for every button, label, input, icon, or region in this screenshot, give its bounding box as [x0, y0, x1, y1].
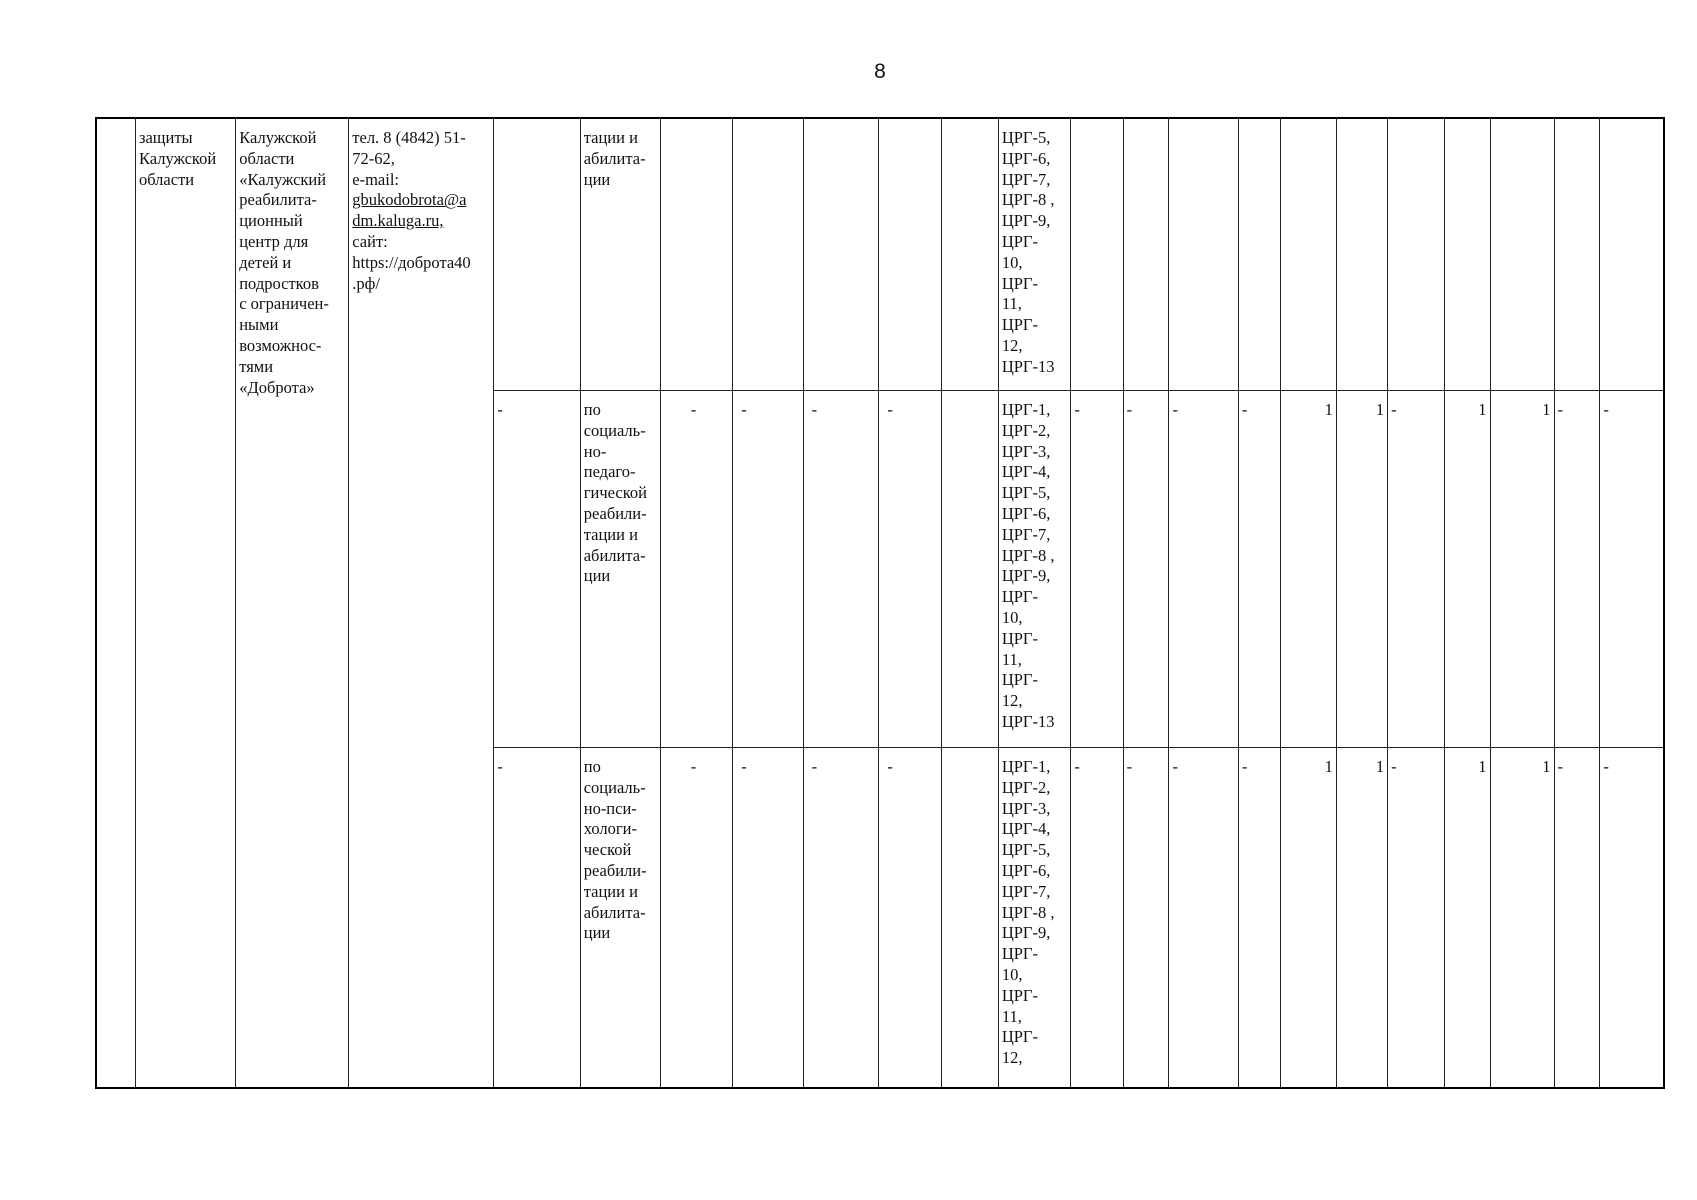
group-line: ЦРГ-6, — [1001, 503, 1051, 523]
ministry-line: Калужской — [138, 148, 217, 168]
value-cell: - — [733, 391, 803, 748]
email-label: e-mail: — [352, 169, 400, 189]
value-cell — [1388, 118, 1445, 391]
service-line: педаго- — [583, 462, 636, 482]
group-line: ЦРГ- — [1001, 985, 1038, 1005]
value-cell — [1600, 118, 1664, 391]
service-line: абилита- — [583, 545, 646, 565]
group-line: ЦРГ- — [1001, 587, 1038, 607]
organization-line: ными — [239, 315, 279, 335]
service-cell — [580, 118, 660, 391]
group-line: ЦРГ-13 — [1001, 711, 1055, 731]
value-cell: - — [1238, 391, 1281, 748]
value-cell: 1 — [1281, 391, 1336, 748]
value-cell: 1 — [1490, 748, 1554, 1089]
service-line: социаль- — [583, 420, 646, 440]
organization-line: области — [239, 148, 295, 168]
site-link[interactable]: https://доброта40 — [352, 252, 471, 272]
service-line: ческой — [583, 840, 632, 860]
group-line: ЦРГ- — [1001, 315, 1038, 335]
service-line: реабили- — [583, 860, 647, 880]
value-cell: - — [803, 748, 879, 1089]
lead-cell: - — [494, 391, 580, 748]
ministry-line: защиты — [138, 128, 193, 147]
group-line: ЦРГ-7, — [1001, 524, 1051, 544]
group-line: ЦРГ-6, — [1001, 860, 1051, 880]
service-line: тации и — [583, 128, 638, 147]
value-cell — [1336, 118, 1387, 391]
value-cell — [1123, 118, 1169, 391]
service-line: ции — [583, 566, 611, 586]
value-cell — [1554, 118, 1600, 391]
value-cell — [660, 118, 733, 391]
organization-line: реабилита- — [239, 190, 317, 210]
group-line: 11, — [1001, 1006, 1022, 1026]
value-cell: - — [1238, 748, 1281, 1089]
groups-cell — [998, 118, 1071, 391]
email-link[interactable]: gbukodobrota@a — [352, 190, 467, 210]
service-cell — [580, 391, 660, 748]
number-cell — [96, 118, 135, 1088]
value-cell: - — [660, 391, 733, 748]
group-line: ЦРГ-4, — [1001, 819, 1051, 839]
value-cell: - — [733, 748, 803, 1089]
groups-cell — [998, 748, 1071, 1089]
group-line: ЦРГ-8 , — [1001, 902, 1055, 922]
group-line: ЦРГ-1, — [1001, 400, 1051, 419]
value-cell — [1071, 118, 1123, 391]
group-line: ЦРГ-3, — [1001, 798, 1051, 818]
group-line: 11, — [1001, 294, 1022, 314]
groups-cell — [998, 391, 1071, 748]
group-line: ЦРГ-3, — [1001, 441, 1051, 461]
contact-cell — [349, 118, 494, 1088]
group-line: ЦРГ- — [1001, 628, 1038, 648]
value-cell: 1 — [1444, 391, 1490, 748]
services-table — [95, 117, 1665, 1089]
value-cell: - — [803, 391, 879, 748]
group-line: ЦРГ-13 — [1001, 356, 1055, 376]
phone-line: тел. 8 (4842) 51- — [352, 128, 466, 147]
email-link[interactable]: dm.kaluga.ru, — [352, 211, 444, 231]
value-cell: - — [1071, 748, 1123, 1089]
value-cell: - — [1169, 391, 1238, 748]
service-line: ции — [583, 169, 611, 189]
lead-cell — [494, 118, 580, 391]
value-cell: - — [1169, 748, 1238, 1089]
service-line: абилита- — [583, 148, 646, 168]
organization-line: «Калужский — [239, 169, 327, 189]
value-cell: - — [1388, 748, 1445, 1089]
ministry-line: области — [138, 169, 195, 189]
service-line: хологи- — [583, 819, 637, 839]
group-line: ЦРГ-1, — [1001, 757, 1051, 776]
group-line: ЦРГ-9, — [1001, 211, 1051, 231]
organization-line: тями — [239, 356, 274, 376]
service-line: но- — [583, 441, 607, 461]
value-cell: - — [1123, 748, 1169, 1089]
value-cell: 1 — [1444, 748, 1490, 1089]
value-cell: - — [1554, 748, 1600, 1089]
value-cell — [942, 748, 999, 1089]
value-cell — [879, 118, 942, 391]
group-line: ЦРГ-5, — [1001, 128, 1051, 147]
group-line: ЦРГ-9, — [1001, 923, 1051, 943]
value-cell: - — [879, 391, 942, 748]
table-row — [96, 118, 1664, 391]
value-cell: 1 — [1336, 748, 1387, 1089]
group-line: ЦРГ-8 , — [1001, 190, 1055, 210]
value-cell: - — [1123, 391, 1169, 748]
group-line: ЦРГ-5, — [1001, 840, 1051, 860]
value-cell — [1169, 118, 1238, 391]
organization-line: возможнос- — [239, 335, 322, 355]
group-line: 12, — [1001, 335, 1023, 355]
group-line: ЦРГ- — [1001, 944, 1038, 964]
service-line: ции — [583, 923, 611, 943]
lead-cell: - — [494, 748, 580, 1089]
value-cell: - — [1600, 391, 1664, 748]
value-cell — [1238, 118, 1281, 391]
group-line: ЦРГ-9, — [1001, 566, 1051, 586]
group-line: 11, — [1001, 649, 1022, 669]
service-cell — [580, 748, 660, 1089]
organization-line: детей и — [239, 252, 292, 272]
value-cell: - — [660, 748, 733, 1089]
value-cell — [1490, 118, 1554, 391]
service-line: по — [583, 400, 601, 419]
organization-line: с ограничен- — [239, 294, 329, 314]
service-line: тации и — [583, 524, 638, 544]
value-cell: 1 — [1490, 391, 1554, 748]
organization-cell — [236, 118, 349, 1088]
service-line: тации и — [583, 881, 638, 901]
value-cell — [733, 118, 803, 391]
group-line: ЦРГ-8 , — [1001, 545, 1055, 565]
group-line: ЦРГ-2, — [1001, 420, 1051, 440]
site-label: сайт: — [352, 231, 388, 251]
group-line: 12, — [1001, 1048, 1023, 1068]
service-line: реабили- — [583, 503, 647, 523]
value-cell: 1 — [1281, 748, 1336, 1089]
group-line: 10, — [1001, 607, 1023, 627]
group-line: 12, — [1001, 691, 1023, 711]
value-cell: - — [1071, 391, 1123, 748]
value-cell — [942, 391, 999, 748]
group-line: ЦРГ- — [1001, 273, 1038, 293]
group-line: 10, — [1001, 252, 1023, 272]
service-line: абилита- — [583, 902, 646, 922]
ministry-cell — [135, 118, 235, 1088]
value-cell — [942, 118, 999, 391]
group-line: 10, — [1001, 964, 1023, 984]
group-line: ЦРГ-7, — [1001, 881, 1051, 901]
value-cell: - — [879, 748, 942, 1089]
value-cell: - — [1388, 391, 1445, 748]
group-line: ЦРГ-4, — [1001, 462, 1051, 482]
group-line: ЦРГ-6, — [1001, 148, 1051, 168]
organization-line: Калужской — [239, 128, 317, 147]
service-line: социаль- — [583, 777, 646, 797]
group-line: ЦРГ- — [1001, 231, 1038, 251]
value-cell: - — [1600, 748, 1664, 1089]
value-cell — [1281, 118, 1336, 391]
organization-line: «Доброта» — [239, 377, 315, 397]
organization-line: подростков — [239, 273, 319, 293]
service-line: гической — [583, 483, 647, 503]
group-line: ЦРГ-5, — [1001, 483, 1051, 503]
value-cell: - — [1554, 391, 1600, 748]
page-number: 8 — [874, 60, 886, 83]
site-link[interactable]: .рф/ — [352, 273, 380, 293]
group-line: ЦРГ- — [1001, 670, 1038, 690]
group-line: ЦРГ-2, — [1001, 777, 1051, 797]
value-cell: 1 — [1336, 391, 1387, 748]
value-cell — [803, 118, 879, 391]
group-line: ЦРГ- — [1001, 1027, 1038, 1047]
organization-line: центр для — [239, 231, 309, 251]
phone-line: 72-62, — [352, 148, 395, 168]
service-line: но-пси- — [583, 798, 637, 818]
group-line: ЦРГ-7, — [1001, 169, 1051, 189]
value-cell — [1444, 118, 1490, 391]
service-line: по — [583, 757, 601, 776]
organization-line: ционный — [239, 211, 303, 231]
